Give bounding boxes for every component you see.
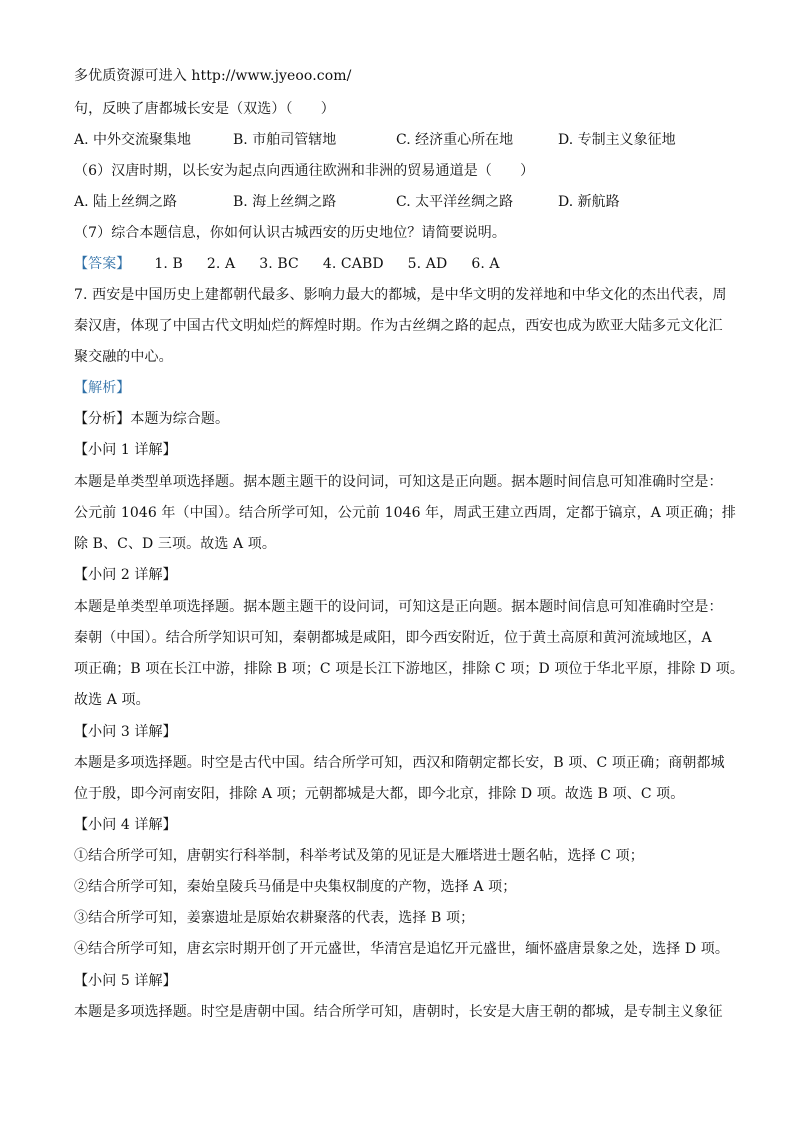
section-4-line: ③结合所学可知，姜寨遗址是原始农耕聚落的代表，选择 B 项； xyxy=(74,910,475,926)
answer-item: 5. AD xyxy=(407,256,448,272)
header-source-text: 多优质资源可进入 http://www.jyeoo.com/ xyxy=(74,68,352,84)
question-7: （7）综合本题信息，你如何认识古城西安的历史地位？请简要说明。 xyxy=(74,225,507,241)
answer-item: 4. CABD xyxy=(322,256,384,272)
answer-item: 2. A xyxy=(206,256,236,272)
section-1-line: 本题是单类型单项选择题。据本题主题干的设问词，可知这是正向题。据本题时间信息可知准确时空是： xyxy=(74,474,723,490)
section-2-line: 故选 A 项。 xyxy=(74,692,150,708)
section-1-line: 除 B、C、D 三项。故选 A 项。 xyxy=(74,536,276,552)
section-4-line: ④结合所学可知，唐玄宗时期开创了开元盛世，华清宫是追忆开元盛世，缅怀盛唐景象之处，选择 D 项。 xyxy=(74,941,729,957)
answer-7-line: 聚交融的中心。 xyxy=(74,349,173,365)
section-5-line: 本题是多项选择题。时空是唐朝中国。结合所学可知，唐朝时，长安是大唐王朝的都城，是专制主义象征 xyxy=(74,1004,723,1020)
section-2-line: 本题是单类型单项选择题。据本题主题干的设问词，可知这是正向题。据本题时间信息可知准确时空是： xyxy=(74,599,723,615)
analysis-label: 【解析】 xyxy=(74,380,131,396)
q5-option-a: A. 中外交流聚集地 xyxy=(74,132,192,148)
section-4-line: ①结合所学可知，唐朝实行科举制，科举考试及第的见证是大雁塔进士题名帖，选择 C 项； xyxy=(74,848,644,864)
section-1-line: 公元前 1046 年（中国）。结合所学可知，公元前 1046 年，周武王建立西周，定都于镐京，A 项正确；排 xyxy=(74,505,737,521)
section-2-line: 项正确；B 项在长江中游，排除 B 项；C 项是长江下游地区，排除 C 项；D 项位于华北平原，排除 D 项。 xyxy=(74,661,744,677)
analysis-fenxi: 【分析】本题为综合题。 xyxy=(74,411,230,427)
answer-7-line: 7. 西安是中国历史上建都朝代最多、影响力最大的都城，是中华文明的发祥地和中华文化的杰出代表，周 xyxy=(74,287,727,303)
question-continuation: 句，反映了唐都城长安是（双选）（ ） xyxy=(74,101,335,117)
question-6: （6）汉唐时期，以长安为起点向西通往欧洲和非洲的贸易通道是（ ） xyxy=(74,163,535,179)
answer-7-line: 秦汉唐，体现了中国古代文明灿烂的辉煌时期。作为古丝绸之路的起点，西安也成为欧亚大陆多元文化汇 xyxy=(74,318,723,334)
q6-option-a: A. 陆上丝绸之路 xyxy=(74,194,178,210)
answer-row xyxy=(74,254,734,274)
section-3-title: 【小问 3 详解】 xyxy=(74,724,177,740)
answer-item: 6. A xyxy=(471,256,500,272)
section-3-line: 位于殷，即今河南安阳，排除 A 项；元朝都城是大都，即今北京，排除 D 项。故选 B 项、C 项。 xyxy=(74,786,685,802)
q6-option-b: B. 海上丝绸之路 xyxy=(233,194,337,210)
q5-option-c: C. 经济重心所在地 xyxy=(396,132,514,148)
answer-item: 3. BC xyxy=(259,256,299,272)
section-3-line: 本题是多项选择题。时空是古代中国。结合所学可知，西汉和隋朝定都长安，B 项、C 项正确；商朝都城 xyxy=(74,755,725,771)
answer-item: 1. B xyxy=(154,256,183,272)
section-1-title: 【小问 1 详解】 xyxy=(74,442,177,458)
section-2-title: 【小问 2 详解】 xyxy=(74,567,177,583)
answer-label: 【答案】 xyxy=(74,256,131,272)
q6-option-c: C. 太平洋丝绸之路 xyxy=(396,194,514,210)
q6-option-d: D. 新航路 xyxy=(558,194,620,210)
q5-option-d: D. 专制主义象征地 xyxy=(558,132,676,148)
section-5-title: 【小问 5 详解】 xyxy=(74,973,177,989)
section-4-title: 【小问 4 详解】 xyxy=(74,817,177,833)
section-4-line: ②结合所学可知，秦始皇陵兵马俑是中央集权制度的产物，选择 A 项； xyxy=(74,879,517,895)
section-2-line: 秦朝（中国）。结合所学知识可知，秦朝都城是咸阳，即今西安附近，位于黄土高原和黄河流域地区，A xyxy=(74,630,712,646)
q5-option-b: B. 市舶司管辖地 xyxy=(233,132,337,148)
